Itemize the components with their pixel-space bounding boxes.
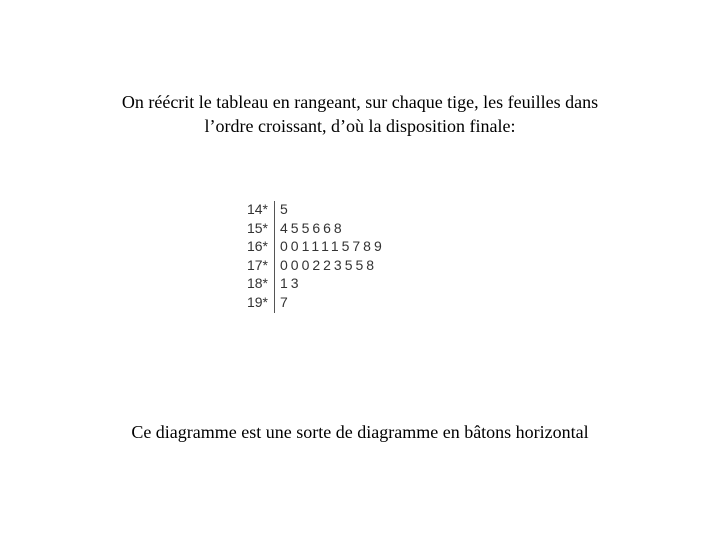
stem-leaf-row xyxy=(238,293,385,312)
caption-text: Ce diagramme est une sorte de diagramme en bâtons horizontal xyxy=(131,422,589,442)
leaves: 5 xyxy=(280,201,291,217)
intro-line-2: l’ordre croissant, d’où la disposition finale: xyxy=(204,116,516,136)
stem-leaf-row xyxy=(238,274,385,293)
intro-text xyxy=(60,90,660,138)
leaves: 000223558 xyxy=(280,256,378,273)
leaves: 455668 xyxy=(280,219,345,236)
stem-label: 16* xyxy=(246,238,268,254)
stem-label: 19* xyxy=(246,293,268,310)
stem-leaf-row xyxy=(238,256,385,275)
stem-label: 14* xyxy=(246,201,268,217)
stem-leaf-row xyxy=(238,219,385,238)
stem-leaf-row xyxy=(238,200,385,219)
leaves: 0011115789 xyxy=(280,238,385,254)
intro-line-1: On réécrit le tableau en rangeant, sur chaque tige, les feuilles dans xyxy=(121,92,599,112)
stem-leaf-row xyxy=(238,237,385,256)
stem-label: 18* xyxy=(246,275,268,291)
stem-and-leaf-diagram xyxy=(238,200,385,311)
stem-label: 17* xyxy=(246,256,268,273)
leaves: 7 xyxy=(280,293,291,310)
stem-label: 15* xyxy=(246,219,268,236)
leaves: 13 xyxy=(280,275,302,291)
stem-leaf-divider xyxy=(274,201,275,313)
